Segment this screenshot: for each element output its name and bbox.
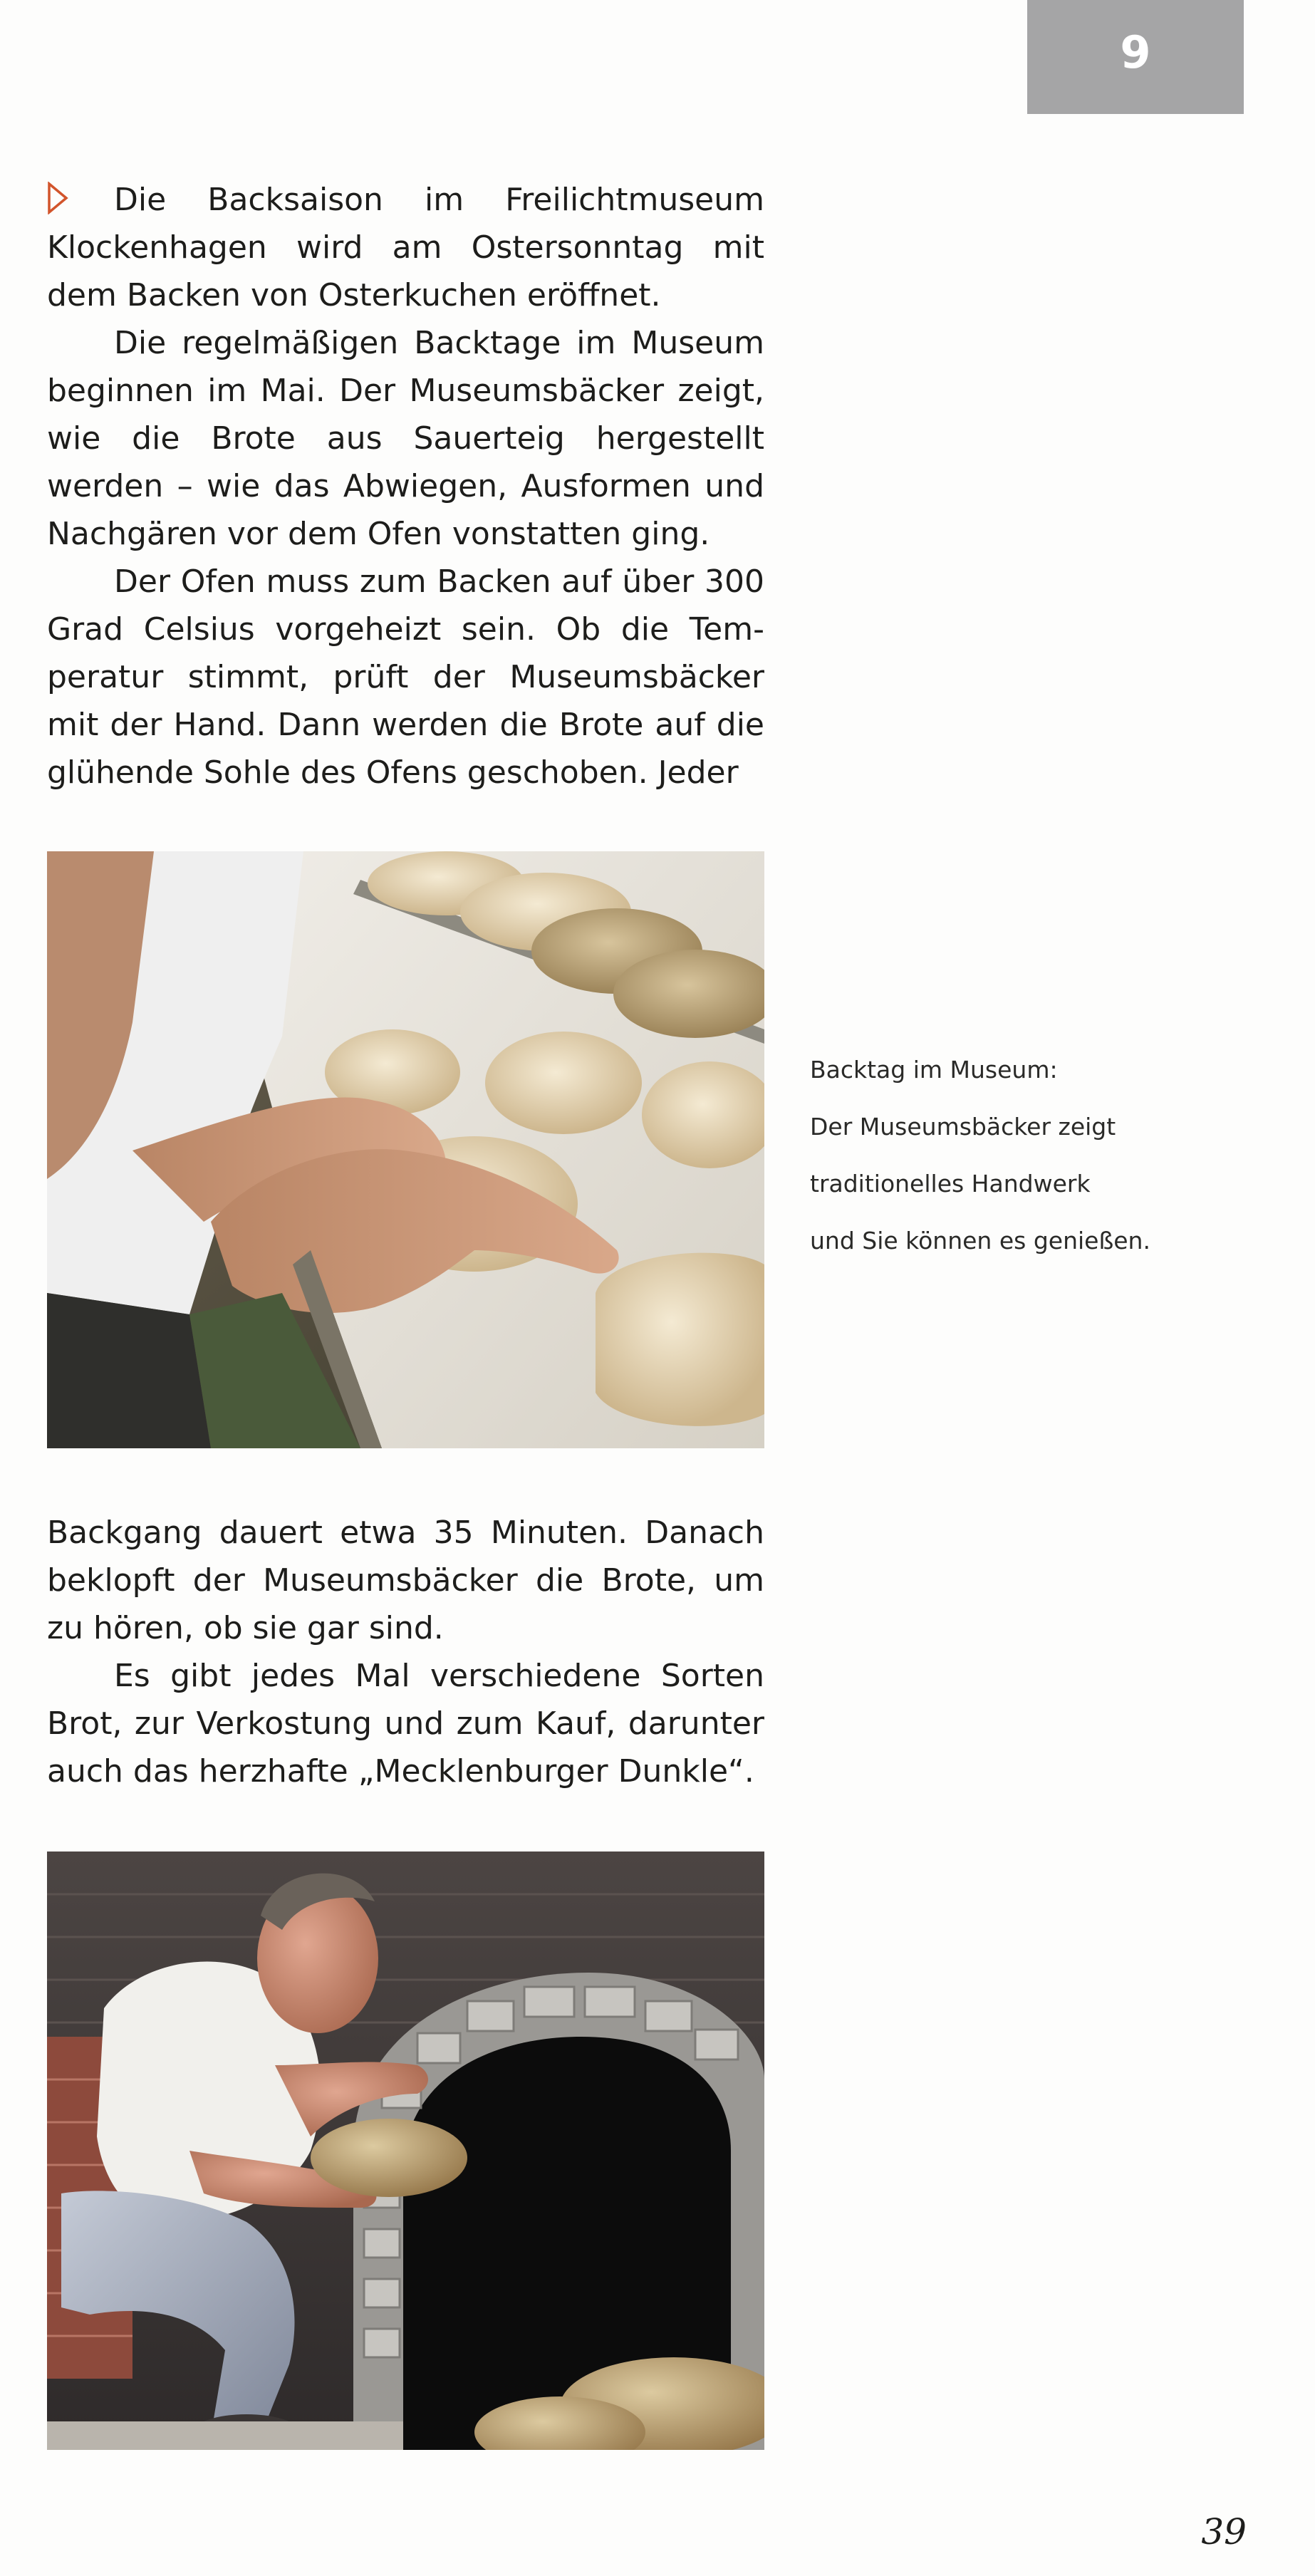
baker-oven-image bbox=[47, 1852, 764, 2450]
photo-bread-shaping bbox=[47, 851, 764, 1448]
photo-baker-oven bbox=[47, 1852, 764, 2450]
article-text-top bbox=[47, 176, 764, 796]
article-text-bottom bbox=[47, 1509, 764, 1795]
caption-line: Der Museumsbäcker zeigt bbox=[810, 1113, 1116, 1141]
paragraph-sorten: Es gibt jedes Mal verschiedene Sorten Brot, zur Verkostung und zum Kauf, darunter auch das herzhafte „Mecklenburger Dunkle“. bbox=[47, 1658, 764, 1790]
chapter-number: 9 bbox=[1120, 26, 1151, 78]
paragraph-backtage: Die regelmäßigen Backtage im Museum beginnen im Mai. Der Museumsbäcker zeigt, wie die Brote aus Sauerteig hergestellt werden – wie das Abwiegen, Ausformen und Nachgären vor dem Ofen vonstatten ging. bbox=[47, 325, 764, 552]
paragraph-intro bbox=[47, 176, 764, 319]
caption-line: und Sie können es genießen. bbox=[810, 1227, 1150, 1255]
bread-shaping-image bbox=[47, 851, 764, 1448]
chapter-tab bbox=[1027, 0, 1244, 114]
paragraph-ofen: Der Ofen muss zum Backen auf über 300 Grad Celsius vorgeheizt sein. Ob die Temperatur stimmt, prüft der Museumsbäcker mit der Hand. Dann werden die Brote auf die glühende Sohle des Ofens geschoben. Jeder bbox=[47, 564, 764, 791]
photo-caption bbox=[810, 1042, 1209, 1269]
caption-line: traditionelles Handwerk bbox=[810, 1170, 1091, 1198]
caption-line: Backtag im Museum: bbox=[810, 1056, 1058, 1084]
triangle-marker-icon bbox=[47, 177, 114, 210]
paragraph-text: Die Backsaison im Freilichtmuseum Klockenhagen wird am Ostersonntag mit dem Backen von Osterkuchen eröffnet. bbox=[47, 182, 764, 313]
page-number: 39 bbox=[1201, 2511, 1247, 2552]
paragraph-backgang: Backgang dauert etwa 35 Minuten. Danach beklopft der Museumsbäcker die Brote, um zu hören, ob sie gar sind. bbox=[47, 1515, 764, 1646]
